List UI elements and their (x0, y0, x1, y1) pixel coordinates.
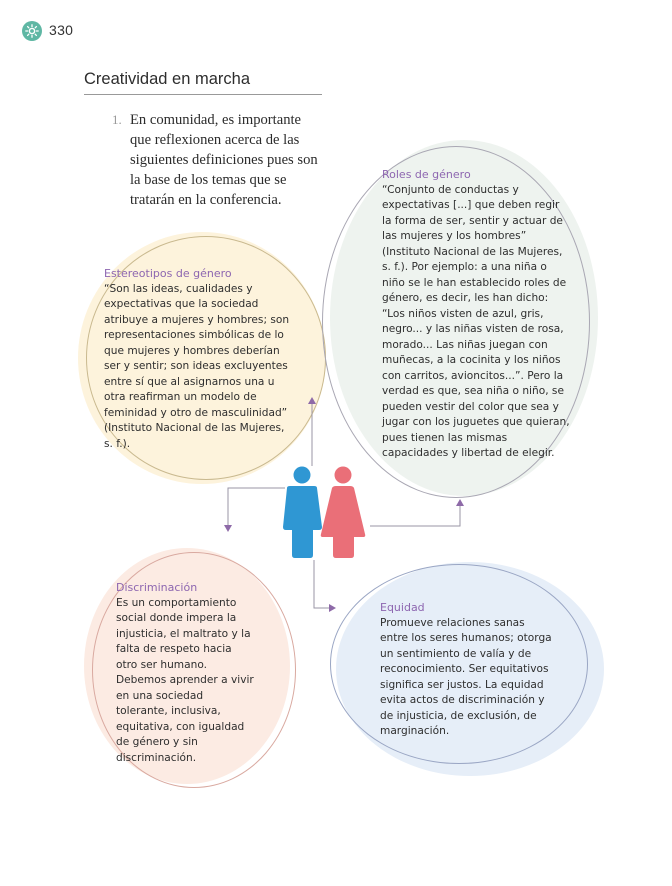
card-body-equidad: Promueve relaciones sanas entre los seres humanos; otorga un sentimiento de valía y de reconocimiento. Ser equitativos significa ser justos. La equidad evita actos de discriminación y de injusticia, de exclusión, de marginación. (380, 616, 552, 737)
card-title-estereotipos: Estereotipos de género (104, 267, 232, 280)
card-body-discriminacion: Es un comportamiento social donde impera la injusticia, el maltrato y la falta de respeto hacia otro ser humano. Debemos aprender a vivir en una sociedad tolerante, inclusiva, equitativa, con igualdad de género y sin discriminación. (116, 596, 254, 764)
intro-text: En comunidad, es importante que reflexionen acerca de las siguientes definiciones pues son la base de los temas que se tratarán en la conferencia. (130, 112, 318, 208)
connector-to-discriminacion (228, 488, 285, 526)
man-figure-icon (283, 467, 322, 559)
page-number: 330 (49, 22, 74, 38)
arrow-up-estereotipos (308, 397, 316, 404)
card-title-roles: Roles de género (382, 168, 471, 181)
connector-to-equidad (314, 560, 330, 608)
card-body-roles: “Conjunto de conductas y expectativas [...] que deben regir la forma de ser, sentir y actuar de las mujeres y los hombres” (Instituto Nacional de las Mujeres, s. f.). Por ejemplo: a una niña o niño se le han establecido roles de género, es decir, les han dicho: “Los niños visten de azul, gris, negro... y las niñas visten de rosa, morado... Las niñas juegan con muñecas, a la cocinita y los niños con carritos, avioncitos...”. Pero la verdad es que, sea niña o niño, se pueden vestir del color que sea y jugar con los juguetes que quieran, pues tienen las mismas capacidades y libertad de elegir. (382, 183, 570, 459)
arrow-right-equidad (329, 604, 336, 612)
connector-to-roles (370, 504, 460, 526)
card-equidad (380, 600, 556, 740)
card-discriminacion (116, 580, 256, 766)
section-title: Creatividad en marcha (84, 70, 250, 88)
woman-figure-icon (321, 467, 366, 559)
card-body-estereotipos: “Son las ideas, cualidades y expectativas que la sociedad atribuye a mujeres y hombres; son representaciones simbólicas de lo que mujeres y hombres deberían ser y sentir; son ideas excluyentes entre sí que al asignarnos una u otra reafirman un modelo de feminidad y otro de masculinidad” (Instituto Nacional de las Mujeres, s. f.). (104, 282, 290, 450)
card-title-discriminacion: Discriminación (116, 581, 198, 594)
card-roles (382, 167, 570, 462)
arrow-down-discriminacion (224, 525, 232, 532)
intro-number: 1. (112, 112, 122, 127)
arrow-up-roles (456, 499, 464, 506)
card-title-equidad: Equidad (380, 601, 425, 614)
card-estereotipos (104, 266, 290, 452)
